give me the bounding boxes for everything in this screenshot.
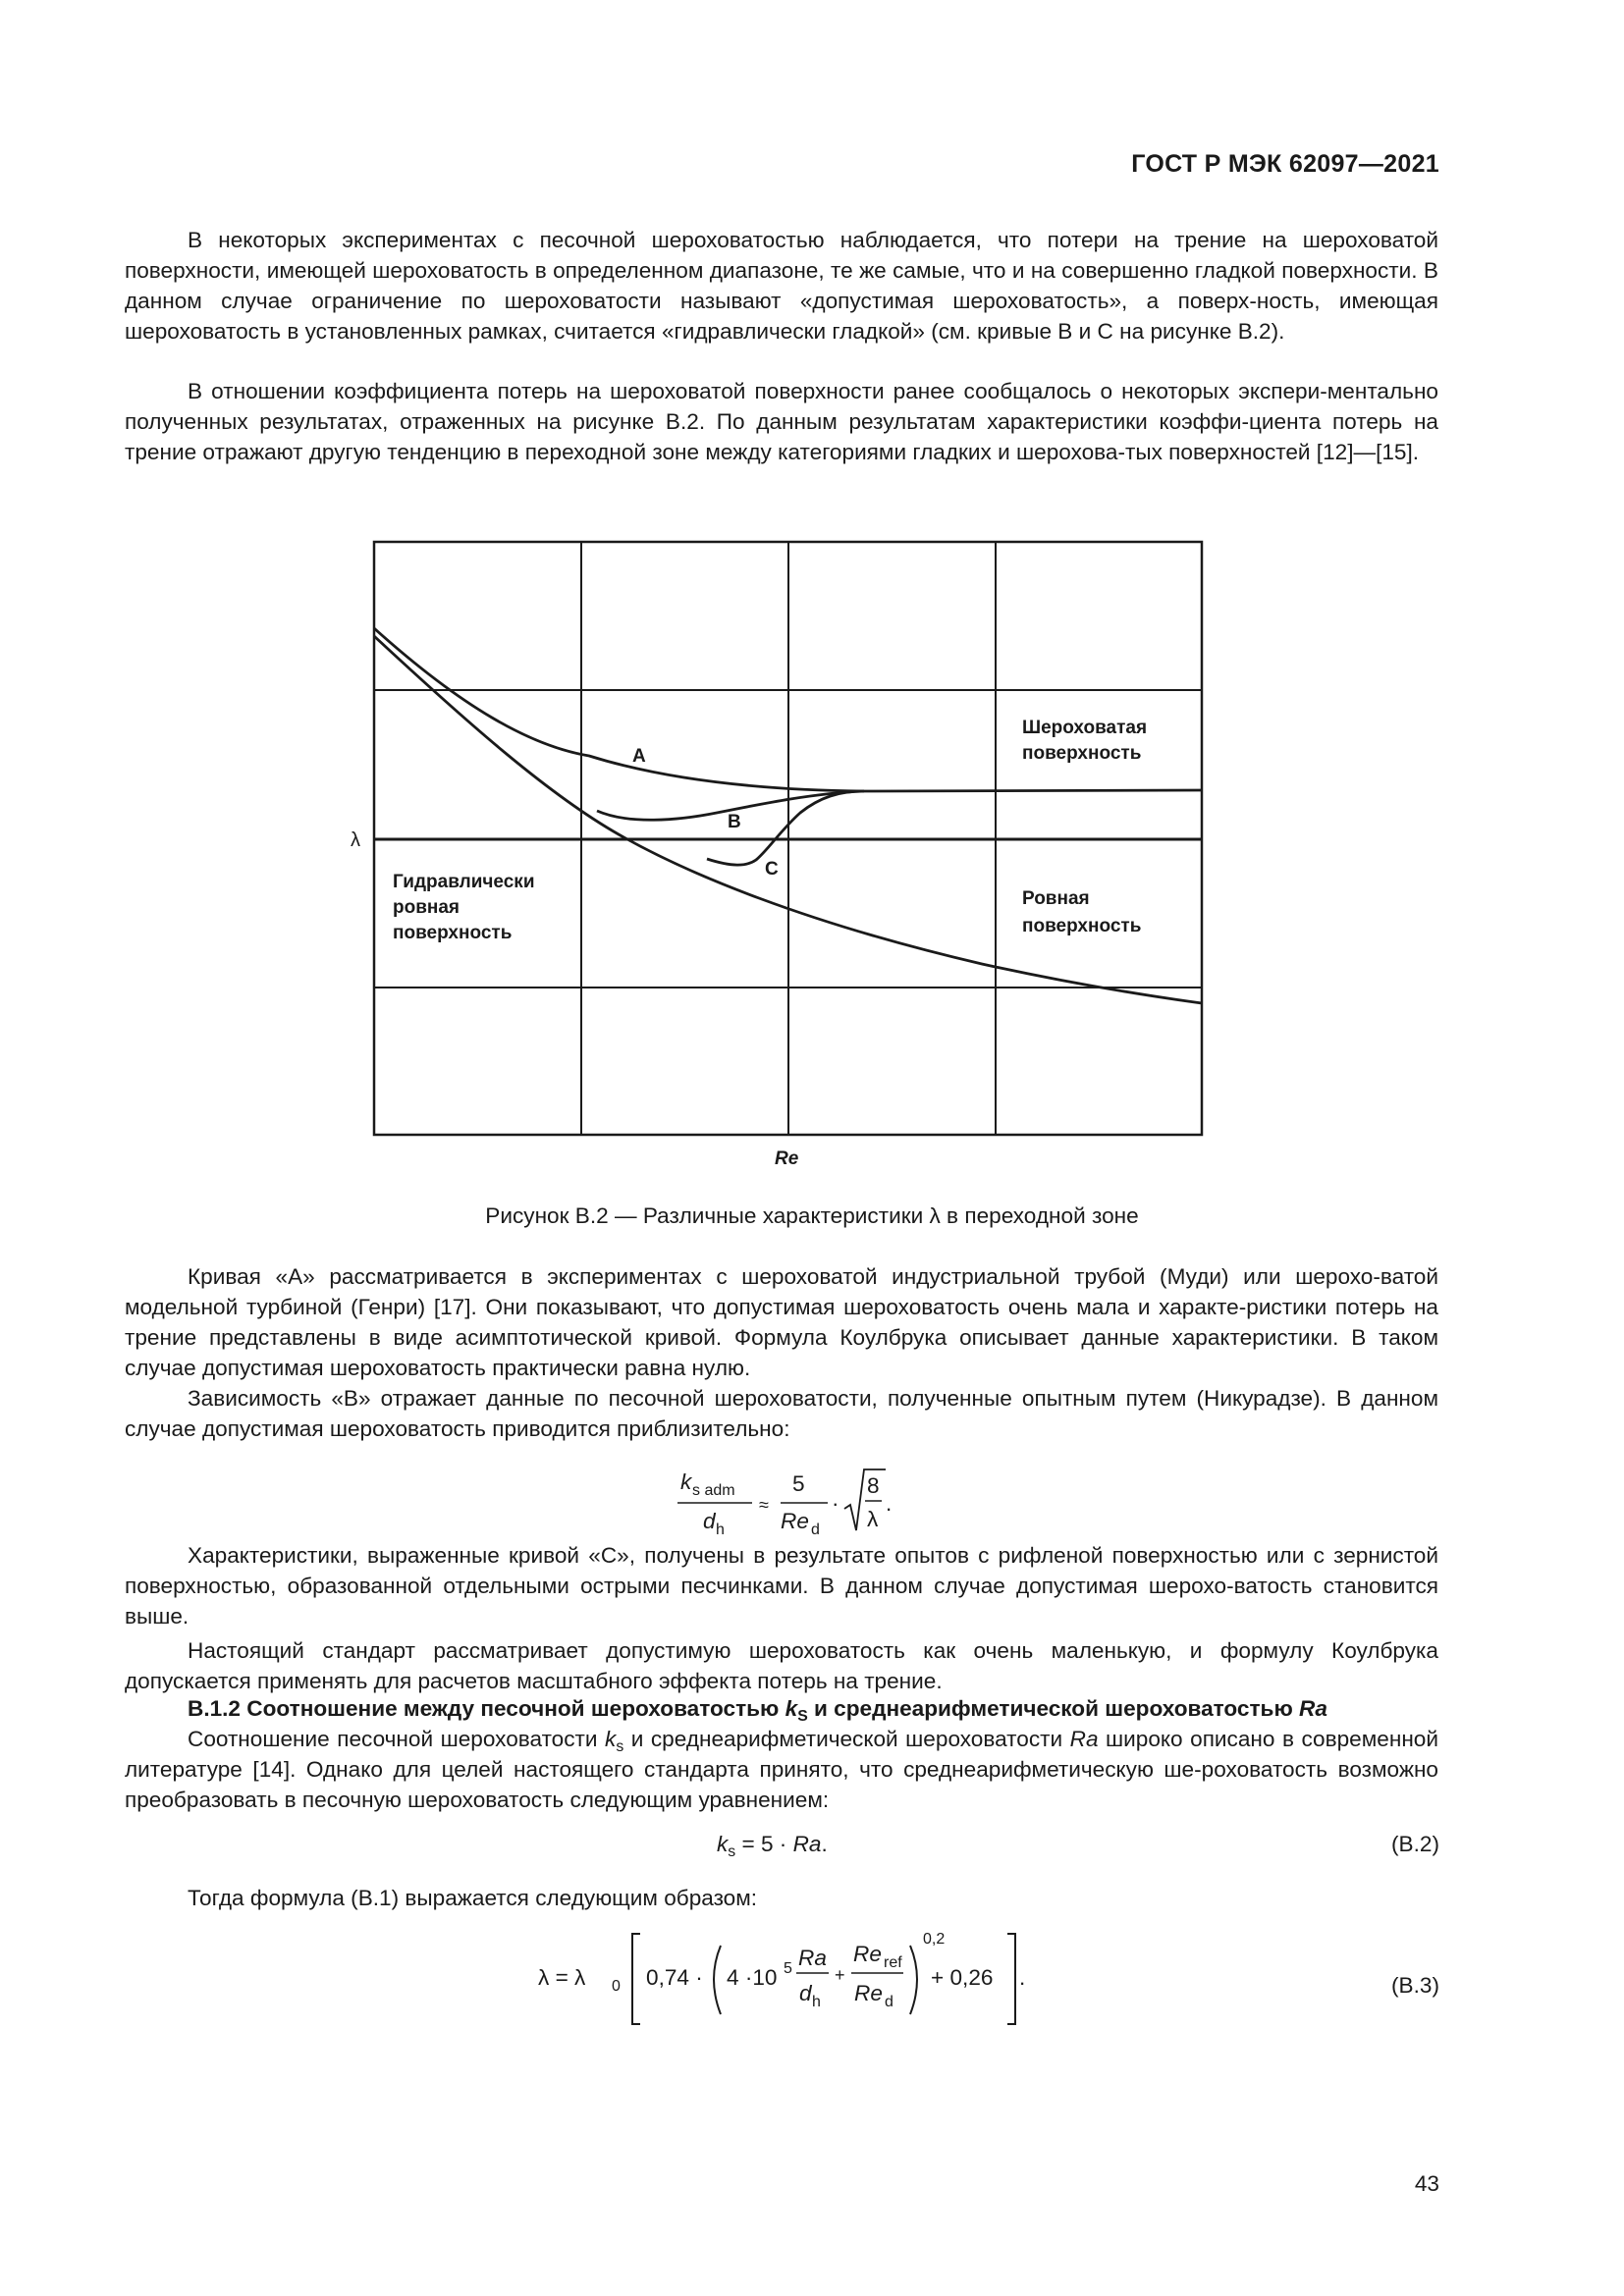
- hydro-smooth-label-1: Гидравлически: [393, 872, 535, 892]
- page-number: 43: [1414, 2171, 1439, 2196]
- curve-a-label: A: [632, 746, 646, 767]
- paragraph-curve-c: Характеристики, выраженные кривой «С», получены в результате опытов с рифленой поверхностью или с зернистой поверхностью, образованной отдельными острыми песчинками. В данном случае допустимая шерохо-ватость становится выше.: [125, 1543, 1438, 1629]
- formula1-dot: ·: [832, 1491, 839, 1516]
- curve-c-label: C: [765, 859, 779, 880]
- sqrt-icon: [844, 1469, 886, 1530]
- formula1-approx: ≈: [759, 1495, 769, 1515]
- right-bracket-icon: [1007, 1934, 1015, 2024]
- paragraph-then-formula: Тогда формула (В.1) выражается следующим образом:: [188, 1886, 758, 1910]
- formula3-lhs: λ = λ: [538, 1965, 586, 1990]
- formula-b2: $k_s = 5 \cdot Ra$.: [717, 1832, 828, 1860]
- equation-number-b3: (В.3): [1391, 1973, 1439, 1998]
- x-axis-label: Re: [775, 1148, 799, 1169]
- figure-caption: Рисунок В.2 — Различные характеристики λ в переходной зоне: [485, 1203, 1139, 1228]
- formula3-lhs-sub: 0: [612, 1978, 621, 1995]
- formula3-re-d: Re: [854, 1981, 883, 2005]
- formula3-exp5: 5: [784, 1960, 792, 1977]
- formula1-k-sub: s adm: [692, 1482, 735, 1499]
- figure-grid: [374, 542, 1202, 1135]
- paragraph-sand-roughness: В некоторых экспериментах с песочной шероховатостью наблюдается, что потери на трение на шероховатой поверхности, имеющей шероховатость в определенном диапазоне, те же самые, что и на совершенно гладкой поверхности. В данном случае ограничение по шероховатости называют «допустимая шероховатость», а поверх-ность, имеющая шероховатость в установленных рамках, считается «гидравлически гладкой» (см. кривые В и С на рисунке В.2).: [125, 228, 1438, 344]
- equation-number-b2: (В.2): [1391, 1832, 1439, 1856]
- hydro-smooth-label-2: ровная: [393, 897, 460, 918]
- formula3-power: 0,2: [923, 1931, 946, 1948]
- rough-surface-label-2: поверхность: [1022, 743, 1142, 764]
- formula-admissible-roughness: [668, 1460, 923, 1538]
- formula1-k: k: [680, 1469, 692, 1494]
- formula1-d-sub: h: [716, 1522, 725, 1538]
- formula1-d: d: [703, 1509, 716, 1533]
- hydro-smooth-label-3: поверхность: [393, 923, 513, 943]
- smooth-surface-label-1: Ровная: [1022, 888, 1090, 909]
- formula3-ref: ref: [884, 1954, 902, 1971]
- formula1-re: Re: [781, 1509, 809, 1533]
- formula3-h: h: [812, 1994, 821, 2010]
- formula3-plus: +: [835, 1965, 845, 1985]
- formula1-lambda: λ: [867, 1507, 879, 1531]
- formula3-coef: 0,74 ·: [646, 1965, 703, 1990]
- formula3-red-sub: d: [885, 1994, 893, 2010]
- paragraph-curve-a: Кривая «А» рассматривается в экспериментах с шероховатой индустриальной трубой (Муди) или шерохо-ватой модельной турбиной (Генри) [17]. Они показывают, что допустимая шероховатость очень мала и характе-ристики потерь на трение представлены в виде асимптотической кривой. Формула Коулбрука описывает данные характеристики. В таком случае допустимая шероховатость практически равна нулю.: [125, 1264, 1438, 1380]
- formula3-re-ref: Re: [853, 1942, 882, 1966]
- paragraph-standard-roughness: Настоящий стандарт рассматривает допустимую шероховатость как очень маленькую, и формулу Коулбрука допускается применять для расчетов масштабного эффекта потерь на трение.: [125, 1638, 1438, 1693]
- smooth-surface-label-2: поверхность: [1022, 916, 1142, 936]
- left-bracket-icon: [632, 1934, 640, 2024]
- formula1-eight: 8: [867, 1473, 880, 1498]
- section-heading-b12: В.1.2 Соотношение между песочной шероховатостью $k_S$ и среднеарифметической шероховатостью Ra: [188, 1696, 1327, 1725]
- formula3-tail: + 0,26: [931, 1965, 994, 1990]
- formula3-period: .: [1019, 1965, 1026, 1990]
- formula1-re-sub: d: [811, 1522, 820, 1538]
- formula1-period: .: [886, 1491, 893, 1516]
- document-header: ГОСТ Р МЭК 62097—2021: [1131, 150, 1439, 178]
- left-paren-icon: [714, 1946, 721, 2014]
- formula1-five: 5: [792, 1471, 805, 1496]
- y-axis-label: λ: [351, 829, 360, 851]
- formula3-ten: 4 ·10: [727, 1965, 778, 1990]
- paragraph-loss-coefficient: В отношении коэффициента потерь на шероховатой поверхности ранее сообщалось о некоторых экспери-ментально полученных результатах, отраженных на рисунке В.2. По данным результатам характеристики коэффи-циента потерь на трение отражают другую тенденцию в переходной зоне между категориями гладких и шерохова-тых поверхностей [12]—[15].: [125, 379, 1438, 464]
- curve-b-label: B: [728, 812, 741, 832]
- paragraph-relation-ks-ra: Соотношение песочной шероховатости $k_s$ и среднеарифметической шероховатости Ra широко описано в современной литературе [14]. Однако для целей настоящего стандарта принято, что среднеарифметическую ше-роховатость возможно преобразовать в песочную шероховатость следующим уравнением:: [125, 1727, 1438, 1812]
- paragraph-curve-b: Зависимость «В» отражает данные по песочной шероховатости, полученные опытным путем (Никурадзе). В данном случае допустимая шероховатость приводится приблизительно:: [125, 1386, 1438, 1441]
- right-paren-icon: [910, 1946, 917, 2014]
- formula3-d: d: [799, 1981, 812, 2005]
- rough-surface-label-1: Шероховатая: [1022, 718, 1148, 738]
- formula-b3: [538, 1924, 1049, 2032]
- formula3-ra: Ra: [798, 1946, 827, 1970]
